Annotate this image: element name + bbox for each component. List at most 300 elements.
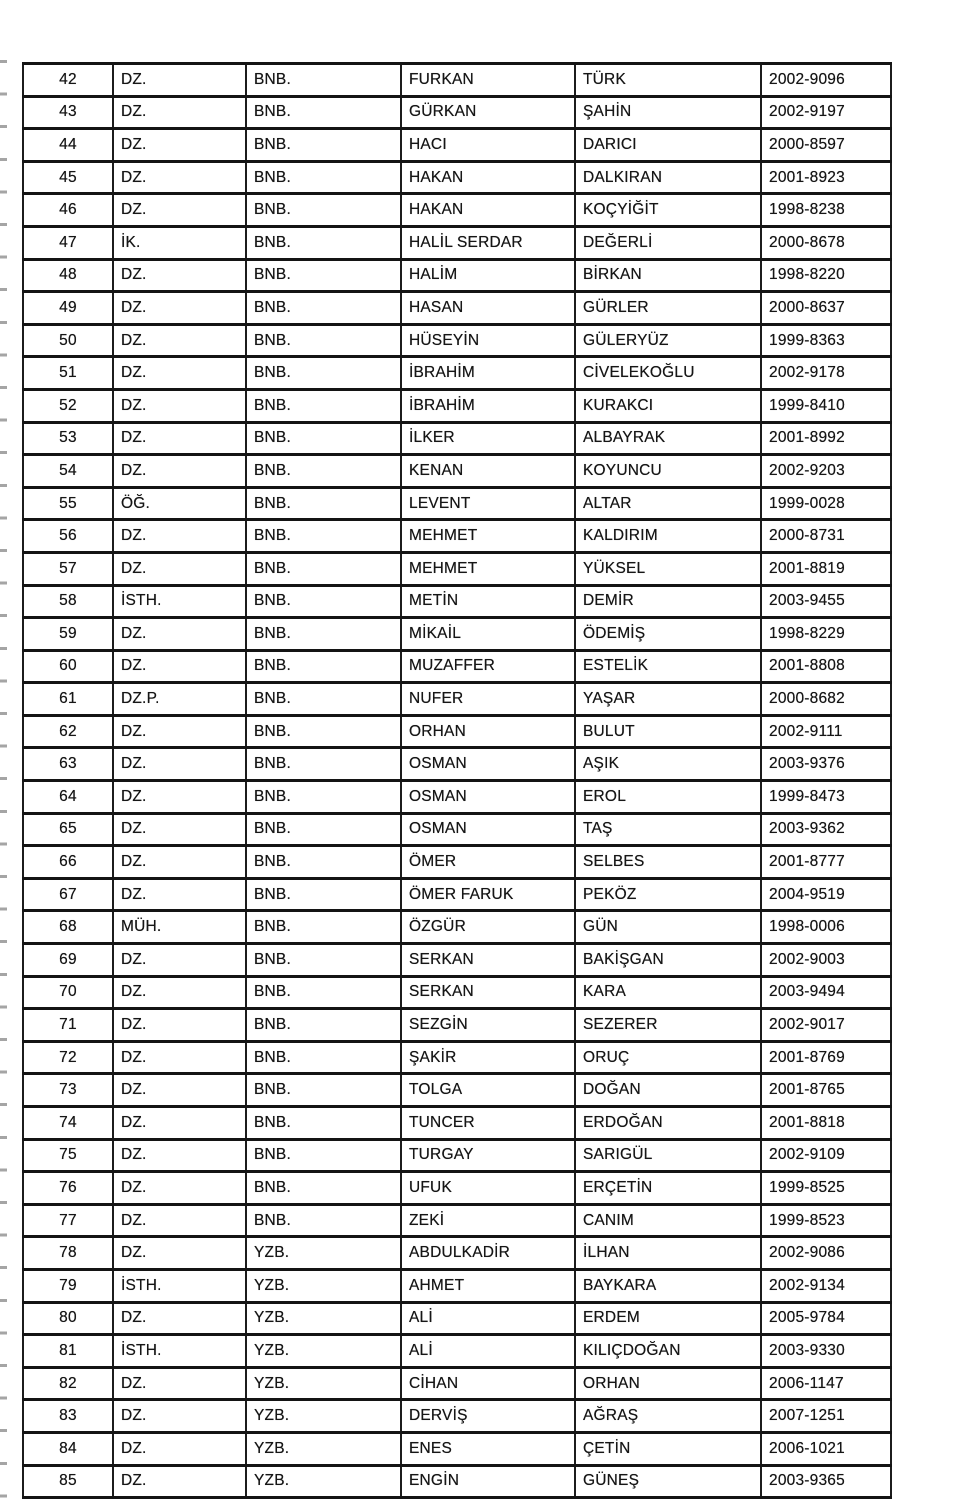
row-number-cell: 71 [23, 1009, 113, 1042]
first-name-cell: CİHAN [401, 1367, 575, 1400]
branch-cell: DZ. [113, 1432, 246, 1465]
rank-cell: YZB. [246, 1237, 401, 1270]
branch-cell: DZ. [113, 520, 246, 553]
table-row [23, 487, 891, 520]
registry-number-cell: 2001-8923 [761, 161, 891, 194]
rank-cell: BNB. [246, 129, 401, 162]
registry-number-cell: 1999-0028 [761, 487, 891, 520]
last-name-cell: TÜRK [575, 64, 761, 97]
first-name-cell: SERKAN [401, 944, 575, 977]
rank-cell: BNB. [246, 1107, 401, 1140]
row-number-cell: 59 [23, 618, 113, 651]
branch-cell: DZ. [113, 944, 246, 977]
table-row [23, 194, 891, 227]
last-name-cell: ÖDEMİŞ [575, 618, 761, 651]
first-name-cell: İBRAHİM [401, 389, 575, 422]
branch-cell: DZ. [113, 1107, 246, 1140]
rank-cell: YZB. [246, 1432, 401, 1465]
first-name-cell: MEHMET [401, 520, 575, 553]
last-name-cell: ÇETİN [575, 1432, 761, 1465]
last-name-cell: DALKIRAN [575, 161, 761, 194]
table-row [23, 259, 891, 292]
last-name-cell: BAYKARA [575, 1269, 761, 1302]
row-number-cell: 53 [23, 422, 113, 455]
rank-cell: BNB. [246, 944, 401, 977]
last-name-cell: AŞIK [575, 748, 761, 781]
last-name-cell: İLHAN [575, 1237, 761, 1270]
table-row [23, 1400, 891, 1433]
branch-cell: DZ. [113, 324, 246, 357]
rank-cell: BNB. [246, 324, 401, 357]
rank-cell: BNB. [246, 1041, 401, 1074]
table-row [23, 715, 891, 748]
rank-cell: BNB. [246, 618, 401, 651]
registry-number-cell: 2000-8731 [761, 520, 891, 553]
registry-number-cell: 1999-8473 [761, 781, 891, 814]
first-name-cell: HALİL SERDAR [401, 226, 575, 259]
first-name-cell: HACI [401, 129, 575, 162]
registry-number-cell: 1999-8523 [761, 1204, 891, 1237]
row-number-cell: 80 [23, 1302, 113, 1335]
first-name-cell: ENES [401, 1432, 575, 1465]
first-name-cell: İLKER [401, 422, 575, 455]
last-name-cell: ALBAYRAK [575, 422, 761, 455]
registry-number-cell: 1999-8525 [761, 1172, 891, 1205]
rank-cell: BNB. [246, 715, 401, 748]
rank-cell: YZB. [246, 1302, 401, 1335]
row-number-cell: 44 [23, 129, 113, 162]
personnel-table [22, 62, 892, 1499]
table-row [23, 161, 891, 194]
table-row [23, 846, 891, 879]
table-row [23, 1465, 891, 1498]
table-row [23, 911, 891, 944]
last-name-cell: AĞRAŞ [575, 1400, 761, 1433]
last-name-cell: ORHAN [575, 1367, 761, 1400]
first-name-cell: ORHAN [401, 715, 575, 748]
registry-number-cell: 2007-1251 [761, 1400, 891, 1433]
registry-number-cell: 2002-9111 [761, 715, 891, 748]
table-row [23, 618, 891, 651]
row-number-cell: 50 [23, 324, 113, 357]
row-number-cell: 63 [23, 748, 113, 781]
last-name-cell: YÜKSEL [575, 552, 761, 585]
rank-cell: BNB. [246, 389, 401, 422]
last-name-cell: YAŞAR [575, 683, 761, 716]
table-row [23, 585, 891, 618]
branch-cell: İK. [113, 226, 246, 259]
table-row [23, 389, 891, 422]
last-name-cell: SELBES [575, 846, 761, 879]
branch-cell: ÖĞ. [113, 487, 246, 520]
table-row [23, 1172, 891, 1205]
first-name-cell: AHMET [401, 1269, 575, 1302]
rank-cell: BNB. [246, 878, 401, 911]
last-name-cell: ERDEM [575, 1302, 761, 1335]
first-name-cell: ÖZGÜR [401, 911, 575, 944]
last-name-cell: DARICI [575, 129, 761, 162]
branch-cell: DZ. [113, 552, 246, 585]
registry-number-cell: 2003-9362 [761, 813, 891, 846]
branch-cell: DZ. [113, 1074, 246, 1107]
registry-number-cell: 2002-9109 [761, 1139, 891, 1172]
branch-cell: DZ. [113, 1139, 246, 1172]
rank-cell: BNB. [246, 585, 401, 618]
last-name-cell: ALTAR [575, 487, 761, 520]
row-number-cell: 43 [23, 96, 113, 129]
registry-number-cell: 2000-8597 [761, 129, 891, 162]
branch-cell: İSTH. [113, 1335, 246, 1368]
rank-cell: BNB. [246, 748, 401, 781]
last-name-cell: CİVELEKOĞLU [575, 357, 761, 390]
first-name-cell: ALİ [401, 1335, 575, 1368]
row-number-cell: 54 [23, 455, 113, 488]
rank-cell: YZB. [246, 1400, 401, 1433]
row-number-cell: 51 [23, 357, 113, 390]
registry-number-cell: 2001-8769 [761, 1041, 891, 1074]
registry-number-cell: 1998-8229 [761, 618, 891, 651]
row-number-cell: 73 [23, 1074, 113, 1107]
table-row [23, 650, 891, 683]
registry-number-cell: 2002-9003 [761, 944, 891, 977]
scan-artifact-ticks [0, 60, 7, 1498]
table-body [23, 64, 891, 1498]
branch-cell: DZ. [113, 96, 246, 129]
first-name-cell: GÜRKAN [401, 96, 575, 129]
last-name-cell: ERÇETİN [575, 1172, 761, 1205]
registry-number-cell: 1998-8238 [761, 194, 891, 227]
rank-cell: BNB. [246, 1172, 401, 1205]
first-name-cell: KENAN [401, 455, 575, 488]
rank-cell: BNB. [246, 194, 401, 227]
last-name-cell: CANIM [575, 1204, 761, 1237]
registry-number-cell: 1999-8363 [761, 324, 891, 357]
table-row [23, 1074, 891, 1107]
table-row [23, 422, 891, 455]
row-number-cell: 65 [23, 813, 113, 846]
registry-number-cell: 1999-8410 [761, 389, 891, 422]
table-row [23, 1237, 891, 1270]
table-row [23, 976, 891, 1009]
row-number-cell: 45 [23, 161, 113, 194]
rank-cell: BNB. [246, 96, 401, 129]
row-number-cell: 84 [23, 1432, 113, 1465]
last-name-cell: DEMİR [575, 585, 761, 618]
table-row [23, 455, 891, 488]
branch-cell: DZ. [113, 292, 246, 325]
branch-cell: DZ. [113, 846, 246, 879]
registry-number-cell: 2003-9494 [761, 976, 891, 1009]
rank-cell: BNB. [246, 422, 401, 455]
rank-cell: BNB. [246, 259, 401, 292]
last-name-cell: KARA [575, 976, 761, 1009]
row-number-cell: 78 [23, 1237, 113, 1270]
table-row [23, 1269, 891, 1302]
last-name-cell: KALDIRIM [575, 520, 761, 553]
first-name-cell: NUFER [401, 683, 575, 716]
first-name-cell: TURGAY [401, 1139, 575, 1172]
rank-cell: BNB. [246, 520, 401, 553]
last-name-cell: BİRKAN [575, 259, 761, 292]
branch-cell: MÜH. [113, 911, 246, 944]
table-row [23, 226, 891, 259]
registry-number-cell: 2003-9330 [761, 1335, 891, 1368]
first-name-cell: ENGİN [401, 1465, 575, 1498]
branch-cell: DZ. [113, 1009, 246, 1042]
rank-cell: BNB. [246, 161, 401, 194]
first-name-cell: HAKAN [401, 161, 575, 194]
row-number-cell: 83 [23, 1400, 113, 1433]
row-number-cell: 55 [23, 487, 113, 520]
table-row [23, 878, 891, 911]
branch-cell: DZ. [113, 1204, 246, 1237]
table-row [23, 748, 891, 781]
row-number-cell: 58 [23, 585, 113, 618]
row-number-cell: 68 [23, 911, 113, 944]
last-name-cell: SARIGÜL [575, 1139, 761, 1172]
rank-cell: BNB. [246, 1074, 401, 1107]
table-row [23, 129, 891, 162]
registry-number-cell: 2001-8808 [761, 650, 891, 683]
branch-cell: DZ. [113, 129, 246, 162]
table-row [23, 552, 891, 585]
row-number-cell: 67 [23, 878, 113, 911]
row-number-cell: 81 [23, 1335, 113, 1368]
last-name-cell: SEZERER [575, 1009, 761, 1042]
row-number-cell: 66 [23, 846, 113, 879]
branch-cell: DZ. [113, 455, 246, 488]
row-number-cell: 47 [23, 226, 113, 259]
rank-cell: BNB. [246, 552, 401, 585]
first-name-cell: SERKAN [401, 976, 575, 1009]
table-row [23, 1139, 891, 1172]
table-row [23, 357, 891, 390]
row-number-cell: 61 [23, 683, 113, 716]
table-row [23, 1009, 891, 1042]
branch-cell: İSTH. [113, 1269, 246, 1302]
rank-cell: YZB. [246, 1335, 401, 1368]
registry-number-cell: 2001-8819 [761, 552, 891, 585]
first-name-cell: ŞAKİR [401, 1041, 575, 1074]
registry-number-cell: 2002-9134 [761, 1269, 891, 1302]
last-name-cell: KOYUNCU [575, 455, 761, 488]
row-number-cell: 82 [23, 1367, 113, 1400]
registry-number-cell: 2000-8682 [761, 683, 891, 716]
rank-cell: BNB. [246, 1139, 401, 1172]
row-number-cell: 52 [23, 389, 113, 422]
last-name-cell: EROL [575, 781, 761, 814]
row-number-cell: 57 [23, 552, 113, 585]
registry-number-cell: 2001-8992 [761, 422, 891, 455]
rank-cell: BNB. [246, 357, 401, 390]
branch-cell: DZ. [113, 618, 246, 651]
registry-number-cell: 2001-8777 [761, 846, 891, 879]
first-name-cell: İBRAHİM [401, 357, 575, 390]
registry-number-cell: 2002-9203 [761, 455, 891, 488]
table-row [23, 520, 891, 553]
table-row [23, 1041, 891, 1074]
row-number-cell: 72 [23, 1041, 113, 1074]
rank-cell: BNB. [246, 1009, 401, 1042]
row-number-cell: 69 [23, 944, 113, 977]
registry-number-cell: 2005-9784 [761, 1302, 891, 1335]
rank-cell: YZB. [246, 1269, 401, 1302]
row-number-cell: 64 [23, 781, 113, 814]
rank-cell: BNB. [246, 1204, 401, 1237]
first-name-cell: ABDULKADİR [401, 1237, 575, 1270]
first-name-cell: MUZAFFER [401, 650, 575, 683]
rank-cell: BNB. [246, 683, 401, 716]
rank-cell: BNB. [246, 226, 401, 259]
row-number-cell: 77 [23, 1204, 113, 1237]
row-number-cell: 60 [23, 650, 113, 683]
last-name-cell: ORUÇ [575, 1041, 761, 1074]
table-row [23, 1204, 891, 1237]
registry-number-cell: 1998-0006 [761, 911, 891, 944]
table-row [23, 813, 891, 846]
last-name-cell: BAKİŞGAN [575, 944, 761, 977]
last-name-cell: GÜLERYÜZ [575, 324, 761, 357]
first-name-cell: DERVİŞ [401, 1400, 575, 1433]
first-name-cell: HASAN [401, 292, 575, 325]
branch-cell: DZ. [113, 748, 246, 781]
rank-cell: BNB. [246, 781, 401, 814]
rank-cell: BNB. [246, 846, 401, 879]
last-name-cell: KOÇYİĞİT [575, 194, 761, 227]
first-name-cell: HAKAN [401, 194, 575, 227]
registry-number-cell: 2001-8765 [761, 1074, 891, 1107]
last-name-cell: ESTELİK [575, 650, 761, 683]
row-number-cell: 46 [23, 194, 113, 227]
registry-number-cell: 2006-1147 [761, 1367, 891, 1400]
first-name-cell: MİKAİL [401, 618, 575, 651]
row-number-cell: 76 [23, 1172, 113, 1205]
branch-cell: DZ. [113, 715, 246, 748]
table-row [23, 324, 891, 357]
table-row [23, 781, 891, 814]
row-number-cell: 42 [23, 64, 113, 97]
table-row [23, 944, 891, 977]
rank-cell: YZB. [246, 1367, 401, 1400]
last-name-cell: GÜN [575, 911, 761, 944]
registry-number-cell: 2002-9017 [761, 1009, 891, 1042]
rank-cell: BNB. [246, 976, 401, 1009]
branch-cell: DZ. [113, 1367, 246, 1400]
branch-cell: DZ. [113, 259, 246, 292]
first-name-cell: ÖMER [401, 846, 575, 879]
table-row [23, 683, 891, 716]
first-name-cell: LEVENT [401, 487, 575, 520]
branch-cell: DZ. [113, 1400, 246, 1433]
branch-cell: DZ.P. [113, 683, 246, 716]
table-row [23, 1335, 891, 1368]
first-name-cell: ÖMER FARUK [401, 878, 575, 911]
table-row [23, 1107, 891, 1140]
rank-cell: BNB. [246, 813, 401, 846]
row-number-cell: 85 [23, 1465, 113, 1498]
row-number-cell: 62 [23, 715, 113, 748]
branch-cell: DZ. [113, 813, 246, 846]
branch-cell: DZ. [113, 781, 246, 814]
registry-number-cell: 2004-9519 [761, 878, 891, 911]
first-name-cell: HÜSEYİN [401, 324, 575, 357]
registry-number-cell: 2002-9086 [761, 1237, 891, 1270]
table-row [23, 292, 891, 325]
registry-number-cell: 2002-9096 [761, 64, 891, 97]
row-number-cell: 49 [23, 292, 113, 325]
registry-number-cell: 1998-8220 [761, 259, 891, 292]
table-row [23, 64, 891, 97]
rank-cell: BNB. [246, 650, 401, 683]
last-name-cell: KURAKCI [575, 389, 761, 422]
registry-number-cell: 2003-9376 [761, 748, 891, 781]
branch-cell: DZ. [113, 194, 246, 227]
rank-cell: YZB. [246, 1465, 401, 1498]
first-name-cell: TOLGA [401, 1074, 575, 1107]
branch-cell: DZ. [113, 1302, 246, 1335]
registry-number-cell: 2000-8678 [761, 226, 891, 259]
branch-cell: DZ. [113, 1041, 246, 1074]
branch-cell: DZ. [113, 650, 246, 683]
table-row [23, 1367, 891, 1400]
first-name-cell: OSMAN [401, 781, 575, 814]
first-name-cell: OSMAN [401, 813, 575, 846]
first-name-cell: HALİM [401, 259, 575, 292]
last-name-cell: GÜRLER [575, 292, 761, 325]
first-name-cell: OSMAN [401, 748, 575, 781]
registry-number-cell: 2003-9455 [761, 585, 891, 618]
first-name-cell: ZEKİ [401, 1204, 575, 1237]
first-name-cell: UFUK [401, 1172, 575, 1205]
last-name-cell: TAŞ [575, 813, 761, 846]
rank-cell: BNB. [246, 455, 401, 488]
first-name-cell: METİN [401, 585, 575, 618]
first-name-cell: ALİ [401, 1302, 575, 1335]
last-name-cell: DOĞAN [575, 1074, 761, 1107]
branch-cell: DZ. [113, 1237, 246, 1270]
first-name-cell: FURKAN [401, 64, 575, 97]
registry-number-cell: 2002-9178 [761, 357, 891, 390]
last-name-cell: KILIÇDOĞAN [575, 1335, 761, 1368]
last-name-cell: ERDOĞAN [575, 1107, 761, 1140]
branch-cell: DZ. [113, 357, 246, 390]
branch-cell: DZ. [113, 161, 246, 194]
registry-number-cell: 2006-1021 [761, 1432, 891, 1465]
table-row [23, 1432, 891, 1465]
branch-cell: DZ. [113, 976, 246, 1009]
first-name-cell: TUNCER [401, 1107, 575, 1140]
branch-cell: DZ. [113, 1465, 246, 1498]
row-number-cell: 75 [23, 1139, 113, 1172]
branch-cell: İSTH. [113, 585, 246, 618]
registry-number-cell: 2002-9197 [761, 96, 891, 129]
branch-cell: DZ. [113, 1172, 246, 1205]
rank-cell: BNB. [246, 292, 401, 325]
last-name-cell: GÜNEŞ [575, 1465, 761, 1498]
rank-cell: BNB. [246, 64, 401, 97]
last-name-cell: DEĞERLİ [575, 226, 761, 259]
branch-cell: DZ. [113, 422, 246, 455]
last-name-cell: ŞAHİN [575, 96, 761, 129]
rank-cell: BNB. [246, 487, 401, 520]
registry-number-cell: 2001-8818 [761, 1107, 891, 1140]
branch-cell: DZ. [113, 389, 246, 422]
registry-number-cell: 2000-8637 [761, 292, 891, 325]
registry-number-cell: 2003-9365 [761, 1465, 891, 1498]
row-number-cell: 79 [23, 1269, 113, 1302]
branch-cell: DZ. [113, 878, 246, 911]
table-row [23, 96, 891, 129]
